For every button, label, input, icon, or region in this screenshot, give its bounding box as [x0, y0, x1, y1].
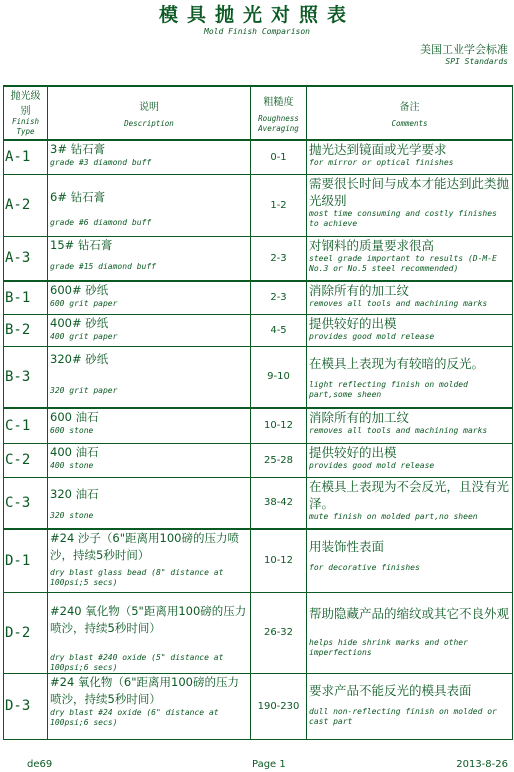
roughness-value: 1-2	[251, 174, 307, 236]
description-cell	[48, 673, 251, 739]
footer-page: Page 1	[252, 759, 286, 770]
roughness-value: 25-28	[251, 443, 307, 477]
description-en: dry blast #24 oxide (6" distance at 100psi;6 secs)	[50, 707, 219, 727]
grade-code: C-3	[4, 477, 48, 529]
page-title: 模具抛光对照表	[158, 4, 355, 26]
footer-date: 2013-8-26	[456, 759, 508, 770]
table-row	[4, 281, 513, 314]
description-en: grade #6 diamond buff	[50, 217, 152, 227]
comment-cell	[307, 443, 513, 477]
description-cell	[48, 592, 251, 673]
table-row	[4, 443, 513, 477]
description-en: grade #15 diamond buff	[50, 261, 156, 271]
roughness-value: 2-3	[251, 236, 307, 281]
description-en: dry blast glass bead (8" distance at 100psi;5 secs)	[50, 568, 224, 587]
description-cell	[48, 314, 251, 346]
footer-left: de69	[27, 759, 53, 770]
roughness-value: 9-10	[251, 346, 307, 408]
description-cell	[48, 281, 251, 314]
table-row	[4, 140, 513, 174]
header-comment-en: Comments	[391, 118, 428, 128]
comment-cell	[307, 673, 513, 739]
table-row	[4, 592, 513, 673]
table-row	[4, 477, 513, 529]
description-en: 600 stone	[50, 426, 94, 435]
description-cn: #240 氧化物（5"距离用100磅的压力喷沙，持续5秒时间）	[50, 603, 247, 635]
description-cell	[48, 477, 251, 529]
comment-cell	[307, 236, 513, 281]
grade-code: C-1	[4, 408, 48, 443]
comment-cn: 抛光达到镜面或光学要求	[309, 142, 447, 157]
comment-en: removes all tools and machining marks	[309, 426, 488, 435]
description-cell	[48, 408, 251, 443]
description-cn: 15# 钻石膏	[50, 237, 113, 252]
finish-table	[3, 85, 513, 740]
comment-cell	[307, 477, 513, 529]
description-cell	[48, 140, 251, 174]
roughness-value: 2-3	[251, 281, 307, 314]
comment-en: most time consuming and costly finishes to achieve	[309, 208, 497, 228]
comment-cell	[307, 346, 513, 408]
header-rough-en: Roughness Averaging	[258, 113, 299, 133]
header-comment-cn: 备注	[399, 101, 420, 113]
comment-cn: 在模具上表现为不会反光，且没有光泽。	[309, 478, 510, 511]
description-en: grade #3 diamond buff	[50, 158, 152, 167]
description-cn: 600 油石	[50, 410, 99, 424]
description-cn: 320# 砂纸	[50, 351, 109, 366]
comment-cell	[307, 174, 513, 236]
header-grade-cn: 抛光级别	[10, 91, 41, 117]
comment-en: for decorative finishes	[309, 563, 420, 572]
table-row	[4, 236, 513, 281]
description-cn: 400 油石	[50, 444, 99, 459]
comment-cn: 需要很长时间与成本才能达到此类抛光级别	[309, 175, 510, 208]
comment-en: provides good mold release	[309, 331, 435, 341]
description-cell	[48, 174, 251, 236]
table-row	[4, 346, 513, 408]
header-comment	[307, 86, 513, 140]
grade-code: B-3	[4, 346, 48, 408]
description-cell	[48, 236, 251, 281]
comment-cn: 在模具上表现为有较暗的反光。	[309, 355, 485, 371]
standard-en: SPI Standards	[445, 57, 508, 66]
page-subtitle: Mold Finish Comparison	[204, 27, 310, 36]
description-en: dry blast #240 oxide (5" distance at 100psi;6 secs)	[50, 652, 224, 672]
comment-en: mute finish on molded part,no sheen	[309, 511, 478, 521]
grade-code: B-1	[4, 281, 48, 314]
description-cell	[48, 443, 251, 477]
roughness-value: 4-5	[251, 314, 307, 346]
roughness-value: 10-12	[251, 529, 307, 592]
roughness-value: 26-32	[251, 592, 307, 673]
comment-cell	[307, 314, 513, 346]
grade-code: D-3	[4, 673, 48, 739]
header-rough-cn: 粗糙度	[263, 96, 294, 108]
description-cn: 6# 钻石膏	[50, 189, 106, 204]
description-en: 400 grit paper	[50, 331, 118, 341]
comment-en: dull non-reflecting finish on molded or cast part	[309, 706, 497, 726]
comment-cn: 提供较好的出模	[309, 315, 397, 331]
description-cn: #24 氧化物（6"距离用100磅的压力喷沙，持续5秒时间）	[50, 674, 239, 706]
comment-cell	[307, 281, 513, 314]
description-cn: 400# 砂纸	[50, 315, 109, 330]
grade-code: D-1	[4, 529, 48, 592]
roughness-value: 0-1	[251, 140, 307, 174]
comment-cn: 对钢料的质量要求很高	[309, 237, 435, 253]
header-desc-en: Description	[124, 118, 174, 128]
header-grade-en: Finish Type	[11, 117, 40, 136]
table-row	[4, 529, 513, 592]
table-row	[4, 314, 513, 346]
description-cell	[48, 346, 251, 408]
comment-cn: 消除所有的加工纹	[309, 283, 410, 298]
comment-en: provides good mold release	[309, 460, 435, 470]
header-desc-cn: 说明	[139, 101, 159, 113]
comment-en: steel grade important to results (D-M-E No.3 or No.5 steel recommended)	[309, 253, 497, 273]
comment-cn: 用装饰性表面	[309, 539, 385, 554]
header-desc	[48, 86, 251, 140]
comment-cell	[307, 529, 513, 592]
roughness-value: 190-230	[251, 673, 307, 739]
table-header-row	[4, 86, 513, 140]
table-row	[4, 174, 513, 236]
comment-cell	[307, 592, 513, 673]
comment-cn: 要求产品不能反光的模具表面	[309, 682, 472, 698]
grade-code: B-2	[4, 314, 48, 346]
description-en: 320 grit paper	[50, 385, 118, 395]
comment-cell	[307, 140, 513, 174]
grade-code: A-2	[4, 174, 48, 236]
description-en: 320 stone	[50, 510, 94, 520]
description-cn: 320 油石	[50, 486, 99, 501]
description-en: 400 stone	[50, 460, 94, 470]
grade-code: A-1	[4, 140, 48, 174]
grade-code: C-2	[4, 443, 48, 477]
comment-en: for mirror or optical finishes	[309, 158, 454, 167]
header-grade	[4, 86, 48, 140]
standard-cn: 美国工业学会标准	[420, 43, 508, 56]
table-row	[4, 408, 513, 443]
comment-cn: 帮助隐藏产品的缩纹或其它不良外观	[309, 605, 510, 621]
description-cn: 3# 钻石膏	[50, 142, 106, 156]
description-en: 600 grit paper	[50, 299, 118, 308]
roughness-value: 38-42	[251, 477, 307, 529]
comment-en: light reflecting finish on molded part,some sheen	[309, 379, 468, 399]
comment-cell	[307, 408, 513, 443]
roughness-value: 10-12	[251, 408, 307, 443]
description-cn: 600# 砂纸	[50, 283, 109, 297]
comment-en: removes all tools and machining marks	[309, 299, 488, 308]
table-row	[4, 673, 513, 739]
comment-en: helps hide shrink marks and other imperfections	[309, 637, 468, 657]
header-rough	[251, 86, 307, 140]
grade-code: A-3	[4, 236, 48, 281]
comment-cn: 提供较好的出模	[309, 444, 397, 460]
description-cn: #24 沙子（6"距离用100磅的压力喷沙，持续5秒时间）	[50, 531, 239, 562]
grade-code: D-2	[4, 592, 48, 673]
description-cell	[48, 529, 251, 592]
comment-cn: 消除所有的加工纹	[309, 410, 410, 425]
